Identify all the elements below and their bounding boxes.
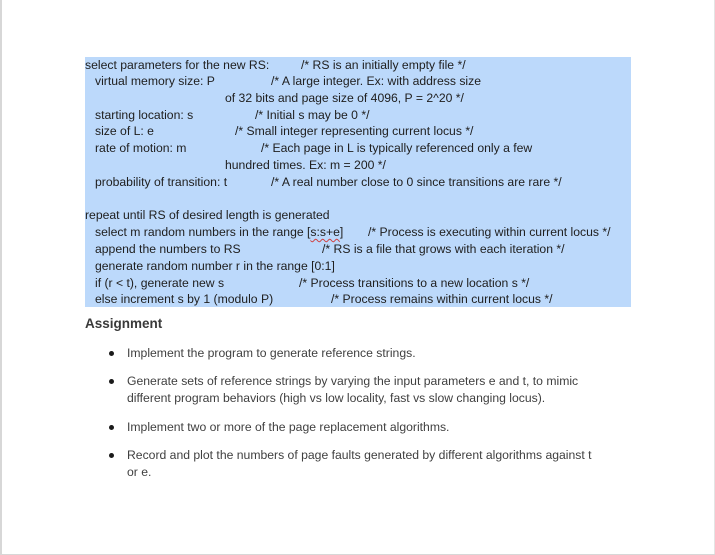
select-prefix: select m random numbers in the range [ [95,225,311,239]
bullet-implement-algorithms: Implement two or more of the page replacement algorithms. [127,420,450,434]
else-comment: /* Process remains within current locus */ [331,292,553,306]
bullet-generate-sets-line2: different program behaviors (high vs low locality, fast vs slow changing locus). [127,391,546,405]
append-label: append the numbers to RS [95,242,241,256]
start-comment: /* Initial s may be 0 */ [255,108,370,122]
rs-params-header: select parameters for the new RS: [85,58,270,72]
code-block-highlight [85,57,631,307]
select-comment: /* Process is executing within current locus */ [368,225,611,239]
if-label: if (r < t), generate new s [95,276,225,290]
start-label: starting location: s [95,108,194,122]
bullet-implement-program: Implement the program to generate reference strings. [127,346,416,360]
rate-label: rate of motion: m [95,141,187,155]
select-range: s:s+e [310,225,340,239]
repeat-line: repeat until RS of desired length is generated [85,208,330,222]
prob-label: probability of transition: t [95,175,228,189]
bullet-dot [109,351,114,356]
generate-line: generate random number r in the range [0:1] [95,259,335,273]
vm-label: virtual memory size: P [95,74,215,88]
rs-params-comment: /* RS is an initially empty file */ [301,58,466,72]
prob-comment: /* A real number close to 0 since transitions are rare */ [271,175,562,189]
page-border-left [0,0,2,555]
select-suffix: ] [339,225,344,239]
vm-comment-2: of 32 bits and page size of 4096, P = 2^20 */ [225,91,464,105]
size-label: size of L: e [95,124,154,138]
assignment-heading: Assignment [85,316,163,331]
bullet-generate-sets-line1: Generate sets of reference strings by varying the input parameters e and t, to mimic [127,374,579,388]
vm-comment-1: /* A large integer. Ex: with address size [271,74,482,88]
bullet-dot [109,453,114,458]
append-comment: /* RS is a file that grows with each iteration */ [322,242,565,256]
bullet-record-plot-line1: Record and plot the numbers of page faults generated by different algorithms against t [127,448,592,462]
bullet-dot [109,379,114,384]
select-line [95,224,343,241]
rate-comment-2: hundred times. Ex: m = 200 */ [225,158,386,172]
bullet-record-plot-line2: or e. [127,465,152,479]
rate-comment-1: /* Each page in L is typically referenced only a few [261,141,533,155]
size-comment: /* Small integer representing current locus */ [235,124,474,138]
bullet-dot [109,425,114,430]
if-comment: /* Process transitions to a new location s */ [299,276,530,290]
else-label: else increment s by 1 (modulo P) [95,292,274,306]
